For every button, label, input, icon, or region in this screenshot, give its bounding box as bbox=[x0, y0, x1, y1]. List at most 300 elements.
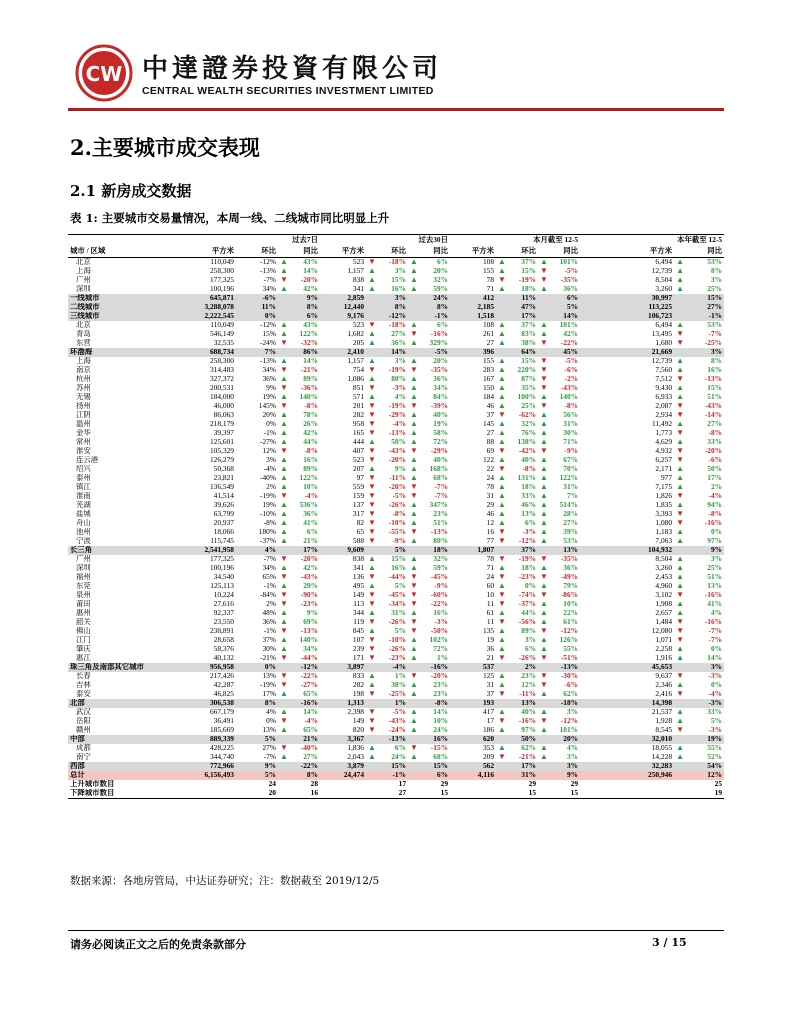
row-label: 一线城市 bbox=[68, 294, 188, 303]
table-cell: 113,225 bbox=[580, 303, 674, 312]
cell-value: 15% bbox=[521, 267, 537, 276]
row-label: 上升城市数目 bbox=[70, 780, 115, 789]
cell-value: 102% bbox=[429, 636, 449, 645]
cell-value: -35% bbox=[560, 555, 579, 564]
table-cell: 82 bbox=[356, 519, 365, 528]
cell-value: -19% bbox=[388, 402, 407, 411]
arrow-up-icon-cell bbox=[674, 654, 724, 663]
table-cell: 15% bbox=[674, 294, 724, 303]
arrow-up-icon-cell bbox=[538, 744, 580, 753]
cell-value: -13% bbox=[430, 528, 449, 537]
cell-value: 27% bbox=[563, 519, 579, 528]
table-cell: 29 bbox=[528, 780, 537, 789]
cell-value: 83% bbox=[521, 330, 537, 339]
cell-value: 23% bbox=[521, 672, 537, 681]
table-cell: 186 bbox=[482, 726, 495, 735]
row-label: 芜湖 bbox=[76, 501, 91, 510]
arrow-up-icon-cell bbox=[278, 420, 320, 429]
cell-value: 140% bbox=[299, 393, 319, 402]
group-header-mtd: 本月截至 12-5 bbox=[450, 235, 580, 247]
table-cell: 2,859 bbox=[320, 294, 366, 303]
arrow-down-icon-cell bbox=[538, 717, 580, 726]
arrow-up-icon-cell bbox=[278, 510, 320, 519]
table-cell: 6% bbox=[408, 771, 450, 780]
table-cell: 78 bbox=[486, 555, 495, 564]
cell-value: -20% bbox=[300, 276, 319, 285]
arrow-up-icon-cell bbox=[538, 411, 580, 420]
arrow-down-icon-cell bbox=[496, 600, 538, 609]
table-cell: 107 bbox=[352, 636, 365, 645]
cell-value: 89% bbox=[303, 465, 319, 474]
cell-value: 38% bbox=[521, 339, 537, 348]
arrow-down-icon-cell bbox=[538, 276, 580, 285]
table-row bbox=[68, 420, 724, 429]
arrow-down-icon-cell bbox=[674, 447, 724, 456]
cell-value: -29% bbox=[388, 411, 407, 420]
table-cell: 12,739 bbox=[651, 357, 673, 366]
arrow-up-icon-cell bbox=[674, 366, 724, 375]
cell-value: 31% bbox=[563, 420, 579, 429]
table-cell: 3,260 bbox=[655, 564, 673, 573]
arrow-up-icon-cell bbox=[278, 393, 320, 402]
table-cell: 48% bbox=[262, 609, 276, 618]
table-row bbox=[68, 636, 724, 645]
arrow-up-icon-cell bbox=[674, 420, 724, 429]
row-label: 东莞 bbox=[76, 582, 91, 591]
table-cell: -7% bbox=[263, 555, 276, 564]
cell-value: 87% bbox=[521, 375, 537, 384]
table-cell: 27% bbox=[262, 744, 276, 753]
cell-value: 50% bbox=[391, 438, 407, 447]
cell-value: -23% bbox=[518, 573, 537, 582]
arrow-up-icon-cell bbox=[278, 528, 320, 537]
arrow-up-icon-cell bbox=[538, 285, 580, 294]
table-row bbox=[68, 393, 724, 402]
group-header-7d: 过去7日 bbox=[188, 235, 320, 247]
arrow-up-icon-cell bbox=[278, 321, 320, 330]
table-cell: 11 bbox=[486, 618, 495, 627]
table-cell: 113 bbox=[353, 600, 365, 609]
cell-value: -43% bbox=[704, 402, 723, 411]
arrow-up-icon-cell bbox=[278, 690, 320, 699]
table-cell: 2,346 bbox=[655, 681, 673, 690]
cell-value: 21% bbox=[303, 537, 319, 546]
table-cell: 2% bbox=[266, 483, 276, 492]
arrow-up-icon-cell bbox=[496, 429, 538, 438]
cell-value: -44% bbox=[300, 654, 319, 663]
col-header: 同比 bbox=[278, 246, 320, 258]
table-row bbox=[68, 330, 724, 339]
col-header: 同比 bbox=[674, 246, 724, 258]
table-cell: 1,835 bbox=[655, 501, 673, 510]
cell-value: -34% bbox=[388, 600, 407, 609]
table-cell: 4% bbox=[266, 708, 276, 717]
arrow-down-icon-cell bbox=[674, 339, 724, 348]
table-cell: 125,113 bbox=[210, 582, 234, 591]
arrow-up-icon-cell bbox=[408, 726, 450, 735]
cell-value: 20% bbox=[433, 357, 449, 366]
table-cell: 145 bbox=[482, 420, 495, 429]
table-cell: 39,626 bbox=[213, 501, 234, 510]
table-row bbox=[68, 402, 724, 411]
table-row bbox=[68, 339, 724, 348]
arrow-up-icon-cell bbox=[408, 357, 450, 366]
source-note: 数据来源：各地房管局，中达证券研究；注：数据截至 2019/12/5 bbox=[70, 875, 380, 887]
cell-value: 27% bbox=[707, 420, 723, 429]
cell-value: 3% bbox=[710, 555, 723, 564]
table-cell: 1,682 bbox=[347, 330, 365, 339]
table-cell: 1,086 bbox=[347, 375, 365, 384]
table-row bbox=[68, 294, 724, 303]
table-cell: 32,283 bbox=[580, 762, 674, 771]
row-label: 池州 bbox=[76, 528, 91, 537]
row-label: 青岛 bbox=[76, 330, 91, 339]
footer-disclaimer: 请务必阅读正文之后的免责条款部分 bbox=[70, 938, 246, 951]
arrow-up-icon-cell bbox=[674, 285, 724, 294]
cell-value: -62% bbox=[518, 411, 537, 420]
table-row bbox=[68, 618, 724, 627]
table-cell: 77 bbox=[486, 537, 495, 546]
table-cell: 14% bbox=[538, 312, 580, 321]
table-cell: 27 bbox=[486, 339, 495, 348]
cell-value: -14% bbox=[704, 411, 723, 420]
table-cell: 2,222,545 bbox=[188, 312, 236, 321]
arrow-up-icon-cell bbox=[538, 600, 580, 609]
arrow-up-icon-cell bbox=[674, 321, 724, 330]
arrow-up-icon-cell bbox=[674, 717, 724, 726]
arrow-up-icon-cell bbox=[538, 501, 580, 510]
arrow-down-icon-cell bbox=[366, 483, 408, 492]
table-row bbox=[68, 528, 724, 537]
table-cell: -16% bbox=[408, 663, 450, 672]
arrow-up-icon-cell bbox=[408, 708, 450, 717]
arrow-up-icon-cell bbox=[674, 753, 724, 762]
cell-value: 13% bbox=[707, 582, 723, 591]
arrow-down-icon-cell bbox=[496, 654, 538, 663]
arrow-up-icon-cell bbox=[278, 474, 320, 483]
table-caption: 表 1: 主要城市交易量情况，本周一线、二线城市同比明显上升 bbox=[70, 211, 390, 225]
row-label: 深圳 bbox=[76, 564, 91, 573]
arrow-down-icon-cell bbox=[408, 618, 450, 627]
arrow-down-icon-cell bbox=[278, 366, 320, 375]
arrow-down-icon-cell bbox=[366, 537, 408, 546]
arrow-down-icon-cell bbox=[366, 690, 408, 699]
arrow-down-icon-cell bbox=[538, 627, 580, 636]
table-cell: 28 bbox=[310, 780, 319, 789]
table-row bbox=[68, 465, 724, 474]
arrow-down-icon-cell bbox=[674, 330, 724, 339]
table-cell: 6% bbox=[278, 312, 320, 321]
table-cell: 3,367 bbox=[320, 735, 366, 744]
table-cell: -40% bbox=[259, 474, 276, 483]
cell-value: 514% bbox=[559, 501, 579, 510]
table-cell: 54% bbox=[674, 762, 724, 771]
table-cell: 261 bbox=[482, 330, 495, 339]
cell-value: 43% bbox=[303, 257, 319, 267]
cell-value: -18% bbox=[388, 257, 407, 267]
table-cell: 4,116 bbox=[450, 771, 496, 780]
table-cell: 11% bbox=[236, 303, 278, 312]
table-cell: 845 bbox=[352, 627, 365, 636]
arrow-down-icon-cell bbox=[538, 384, 580, 393]
table-cell: 956,958 bbox=[188, 663, 236, 672]
arrow-down-icon-cell bbox=[408, 483, 450, 492]
row-label: 广州 bbox=[76, 276, 91, 285]
table-row bbox=[68, 276, 724, 285]
arrow-up-icon-cell bbox=[278, 465, 320, 474]
arrow-down-icon-cell bbox=[366, 501, 408, 510]
cell-value: 5% bbox=[710, 717, 723, 726]
cell-value: -74% bbox=[518, 591, 537, 600]
row-label: 常州 bbox=[76, 438, 91, 447]
table-cell: 444 bbox=[352, 438, 365, 447]
table-cell: 495 bbox=[352, 582, 365, 591]
arrow-down-icon-cell bbox=[278, 276, 320, 285]
row-label: 上海 bbox=[76, 357, 91, 366]
cell-value: 28% bbox=[563, 510, 579, 519]
table-cell: 6,156,493 bbox=[188, 771, 236, 780]
table-cell bbox=[580, 780, 674, 789]
table-row bbox=[68, 546, 724, 555]
table-cell: 200,531 bbox=[209, 384, 234, 393]
table-cell: 11 bbox=[486, 600, 495, 609]
arrow-down-icon-cell bbox=[408, 330, 450, 339]
cell-value: 50% bbox=[707, 465, 723, 474]
table-cell: 851 bbox=[352, 384, 365, 393]
table-cell: 16 bbox=[486, 528, 495, 537]
cell-value: 36% bbox=[563, 564, 579, 573]
table-cell: 63,799 bbox=[213, 510, 234, 519]
table-cell: 9,609 bbox=[320, 546, 366, 555]
cell-value: -3% bbox=[708, 726, 723, 735]
cell-value: -49% bbox=[560, 573, 579, 582]
row-label: 江阴 bbox=[76, 411, 91, 420]
table-row bbox=[68, 609, 724, 618]
arrow-up-icon-cell bbox=[674, 393, 724, 402]
arrow-up-icon-cell bbox=[674, 258, 724, 268]
arrow-up-icon-cell bbox=[408, 411, 450, 420]
arrow-down-icon-cell bbox=[366, 258, 408, 268]
cell-value: -13% bbox=[300, 627, 319, 636]
arrow-up-icon-cell bbox=[278, 411, 320, 420]
col-header: 环比 bbox=[366, 246, 408, 258]
arrow-up-icon-cell bbox=[278, 375, 320, 384]
arrow-down-icon-cell bbox=[278, 492, 320, 501]
arrow-down-icon-cell bbox=[674, 627, 724, 636]
table-cell: 17% bbox=[496, 312, 538, 321]
arrow-up-icon-cell bbox=[674, 609, 724, 618]
table-cell: 688,734 bbox=[188, 348, 236, 357]
table-cell: 209 bbox=[482, 753, 495, 762]
cell-value: 59% bbox=[433, 285, 449, 294]
cell-value: 35% bbox=[521, 384, 537, 393]
cell-value: -2% bbox=[564, 375, 579, 384]
cell-value: 24% bbox=[391, 753, 407, 762]
row-label: 淮安 bbox=[76, 447, 91, 456]
cell-value: -20% bbox=[430, 672, 449, 681]
arrow-up-icon-cell bbox=[408, 321, 450, 330]
cell-value: -45% bbox=[388, 591, 407, 600]
table-cell: 37 bbox=[486, 411, 495, 420]
table-row bbox=[68, 303, 724, 312]
table-cell: 32,010 bbox=[580, 735, 674, 744]
arrow-down-icon-cell bbox=[278, 681, 320, 690]
cell-value: 4% bbox=[566, 744, 579, 753]
cell-value: 37% bbox=[521, 257, 537, 267]
row-label: 岳阳 bbox=[76, 717, 91, 726]
table-cell: 417 bbox=[482, 708, 495, 717]
arrow-up-icon-cell bbox=[538, 582, 580, 591]
arrow-down-icon-cell bbox=[366, 726, 408, 735]
table-cell: 3,393 bbox=[655, 510, 673, 519]
cell-value: -11% bbox=[519, 690, 537, 699]
cell-value: 36% bbox=[433, 375, 449, 384]
row-label: 广州 bbox=[76, 555, 91, 564]
table-cell: 15 bbox=[538, 789, 580, 799]
row-label: 环渤海 bbox=[68, 348, 188, 357]
cell-value: 2% bbox=[710, 483, 723, 492]
arrow-up-icon-cell bbox=[538, 465, 580, 474]
table-cell: 125,601 bbox=[209, 438, 234, 447]
arrow-up-icon-cell bbox=[496, 267, 538, 276]
arrow-down-icon-cell bbox=[674, 672, 724, 681]
cell-value: 122% bbox=[299, 330, 319, 339]
cell-value: -32% bbox=[300, 339, 319, 348]
table-cell: 60 bbox=[486, 582, 495, 591]
arrow-up-icon-cell bbox=[496, 357, 538, 366]
cell-value: -7% bbox=[708, 330, 723, 339]
cell-value: 100% bbox=[517, 393, 537, 402]
cell-value: 6% bbox=[436, 257, 449, 267]
table-cell: 18% bbox=[408, 546, 450, 555]
table-cell: 31 bbox=[486, 681, 495, 690]
table-row bbox=[68, 384, 724, 393]
row-label: 长春 bbox=[76, 672, 91, 681]
table-cell: 2,416 bbox=[655, 690, 673, 699]
cell-value: -45% bbox=[430, 573, 449, 582]
table-cell: 5% bbox=[236, 735, 278, 744]
table-cell: 36% bbox=[262, 375, 276, 384]
cell-value: 9% bbox=[394, 465, 407, 474]
row-label: 武汉 bbox=[76, 708, 91, 717]
col-header-city: 城市 / 区域 bbox=[68, 246, 188, 258]
cell-value: -16% bbox=[704, 519, 723, 528]
table-cell: 1,826 bbox=[655, 492, 673, 501]
cell-value: 0% bbox=[710, 681, 723, 690]
table-cell: 13% bbox=[262, 672, 276, 681]
table-cell: 407 bbox=[352, 447, 365, 456]
cell-value: 52% bbox=[707, 753, 723, 762]
arrow-up-icon-cell bbox=[366, 339, 408, 348]
table-cell: 100,196 bbox=[209, 564, 234, 573]
cell-value: 122% bbox=[559, 474, 579, 483]
arrow-down-icon-cell bbox=[366, 366, 408, 375]
table-cell: 344 bbox=[352, 609, 365, 618]
arrow-down-icon-cell bbox=[366, 456, 408, 465]
cell-value: 41% bbox=[303, 519, 319, 528]
table-cell: 15% bbox=[408, 762, 450, 771]
arrow-up-icon-cell bbox=[496, 582, 538, 591]
arrow-up-icon-cell bbox=[538, 474, 580, 483]
table-row bbox=[68, 447, 724, 456]
cell-value: 16% bbox=[391, 285, 407, 294]
table-cell: 282 bbox=[352, 411, 365, 420]
table-cell: 1,071 bbox=[655, 636, 673, 645]
row-label: 上海 bbox=[76, 267, 91, 276]
table-cell: 177,325 bbox=[209, 555, 234, 564]
cell-value: 8% bbox=[710, 357, 723, 366]
cell-value: -21% bbox=[300, 366, 319, 375]
cell-value: 40% bbox=[433, 456, 449, 465]
arrow-down-icon-cell bbox=[366, 447, 408, 456]
table-cell: 185,669 bbox=[209, 726, 234, 735]
table-cell: 11,492 bbox=[652, 420, 673, 429]
table-cell: 16% bbox=[408, 735, 450, 744]
arrow-up-icon-cell bbox=[408, 564, 450, 573]
table-cell: 8% bbox=[366, 303, 408, 312]
table-cell: -7% bbox=[263, 753, 276, 762]
cell-value: 55% bbox=[563, 645, 579, 654]
table-cell: 41,514 bbox=[213, 492, 234, 501]
arrow-up-icon-cell bbox=[366, 609, 408, 618]
cell-value: -90% bbox=[300, 591, 319, 600]
arrow-up-icon-cell bbox=[408, 717, 450, 726]
row-label: 温州 bbox=[76, 420, 91, 429]
cell-value: 5% bbox=[394, 627, 407, 636]
row-label: 盐城 bbox=[76, 510, 91, 519]
arrow-up-icon-cell bbox=[278, 429, 320, 438]
table-cell: 64% bbox=[496, 348, 538, 357]
cell-value: -24% bbox=[388, 726, 407, 735]
arrow-up-icon-cell bbox=[538, 609, 580, 618]
table-cell: 2,087 bbox=[655, 402, 673, 411]
table-cell: 1,080 bbox=[655, 519, 673, 528]
table-cell: -1% bbox=[674, 312, 724, 321]
arrow-down-icon-cell bbox=[538, 375, 580, 384]
arrow-up-icon-cell bbox=[366, 465, 408, 474]
arrow-up-icon-cell bbox=[538, 645, 580, 654]
arrow-up-icon-cell bbox=[674, 744, 724, 753]
cell-value: 9% bbox=[306, 609, 319, 618]
row-label: 舟山 bbox=[76, 519, 91, 528]
table-cell: 4% bbox=[236, 546, 278, 555]
table-cell: 34% bbox=[262, 285, 276, 294]
cell-value: 80% bbox=[433, 537, 449, 546]
cell-value: 1% bbox=[394, 672, 407, 681]
cell-value: 42% bbox=[303, 285, 319, 294]
arrow-down-icon-cell bbox=[674, 591, 724, 600]
table-row bbox=[68, 501, 724, 510]
arrow-up-icon-cell bbox=[674, 582, 724, 591]
arrow-down-icon-cell bbox=[366, 402, 408, 411]
table-row bbox=[68, 762, 724, 771]
arrow-up-icon-cell bbox=[408, 384, 450, 393]
cell-value: 14% bbox=[433, 708, 449, 717]
table-row bbox=[68, 366, 724, 375]
table-cell: 820 bbox=[352, 726, 365, 735]
cell-value: 42% bbox=[303, 564, 319, 573]
cell-value: 131% bbox=[517, 474, 537, 483]
arrow-up-icon-cell bbox=[496, 564, 538, 573]
table-cell: 46,000 bbox=[213, 402, 234, 411]
table-cell: 17 bbox=[486, 717, 495, 726]
table-cell: 7,175 bbox=[655, 483, 673, 492]
table-cell: 50,368 bbox=[213, 465, 234, 474]
table-cell: 37% bbox=[496, 546, 538, 555]
cell-value: 138% bbox=[517, 438, 537, 447]
table-cell: 396 bbox=[450, 348, 496, 357]
row-label: 西部 bbox=[68, 762, 188, 771]
